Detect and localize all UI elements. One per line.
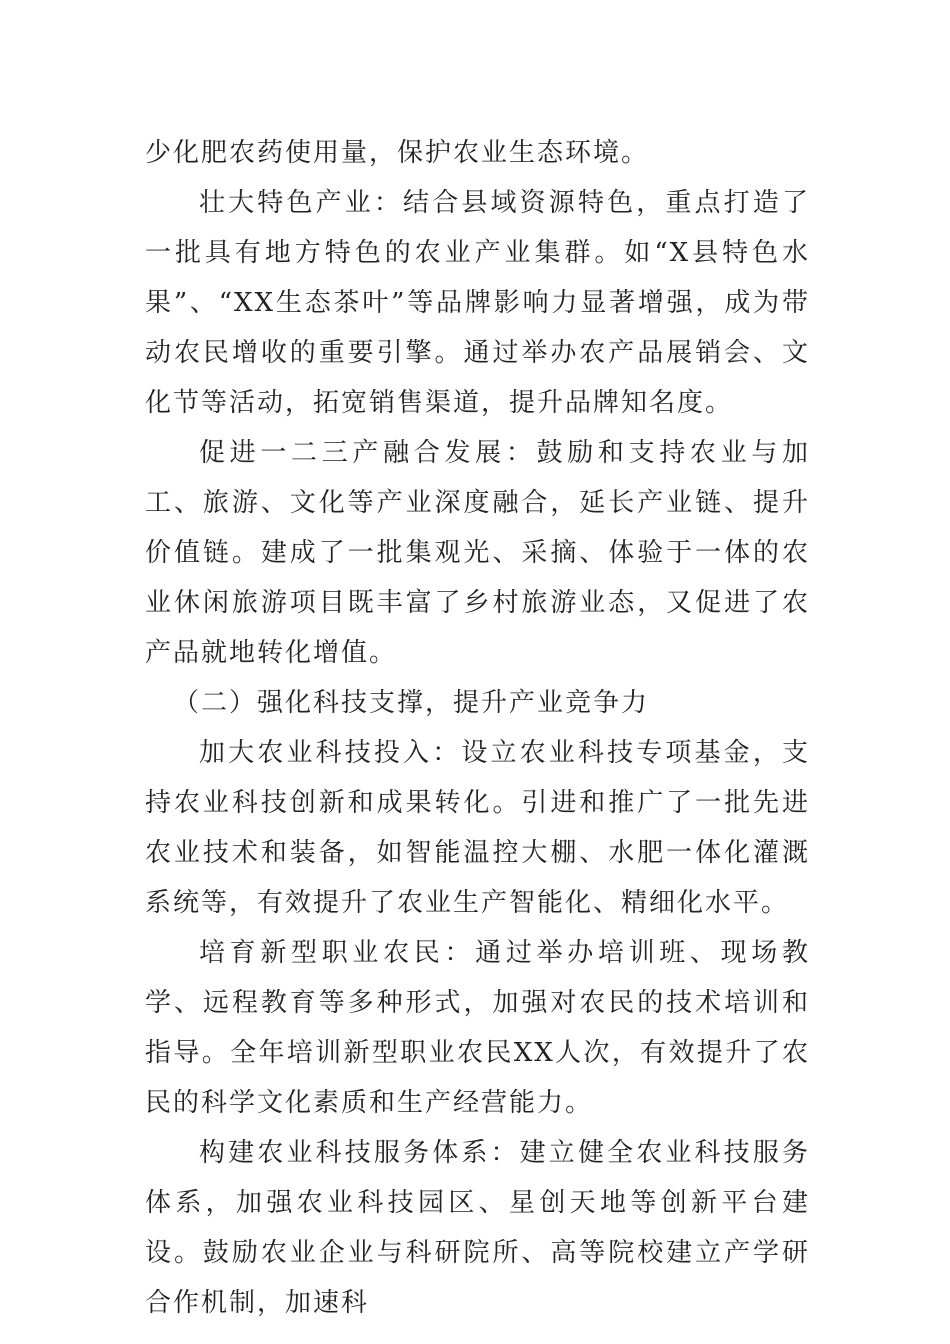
paragraph-industry-integration: 促进一二三产融合发展：鼓励和支持农业与加工、旅游、文化等产业深度融合，延长产业链、提升价值链。建成了一批集观光、采摘、体验于一体的农业休闲旅游项目既丰富了乡村旅游业态，又促进了农产品就地转化增值。: [145, 438, 810, 668]
paragraph-continuation: 少化肥农药使用量，保护农业生态环境。: [145, 138, 650, 168]
paragraph-farmer-training: 培育新型职业农民：通过举办培训班、现场教学、远程教育等多种形式，加强对农民的技术培训和指导。全年培训新型职业农民XX人次，有效提升了农民的科学文化素质和生产经营能力。: [145, 938, 810, 1118]
paragraph-specialty-industry: 壮大特色产业：结合县域资源特色，重点打造了一批具有地方特色的农业产业集群。如“X县特色水果”、“XX生态茶叶”等品牌影响力显著增强，成为带动农民增收的重要引擎。通过举办农产品展销会、文化节等活动，拓宽销售渠道，提升品牌知名度。: [145, 188, 810, 418]
section-heading: （二）强化科技支撑，提升产业竞争力: [173, 688, 650, 718]
paragraph-tech-service-system: 构建农业科技服务体系：建立健全农业科技服务体系，加强农业科技园区、星创天地等创新平台建设。鼓励农业企业与科研院所、高等院校建立产学研合作机制，加速科: [145, 1138, 810, 1318]
document-body: [145, 128, 810, 1328]
paragraph-tech-investment: 加大农业科技投入：设立农业科技专项基金，支持农业科技创新和成果转化。引进和推广了一批先进农业技术和装备，如智能温控大棚、水肥一体化灌溉系统等，有效提升了农业生产智能化、精细化水平。: [145, 738, 810, 918]
